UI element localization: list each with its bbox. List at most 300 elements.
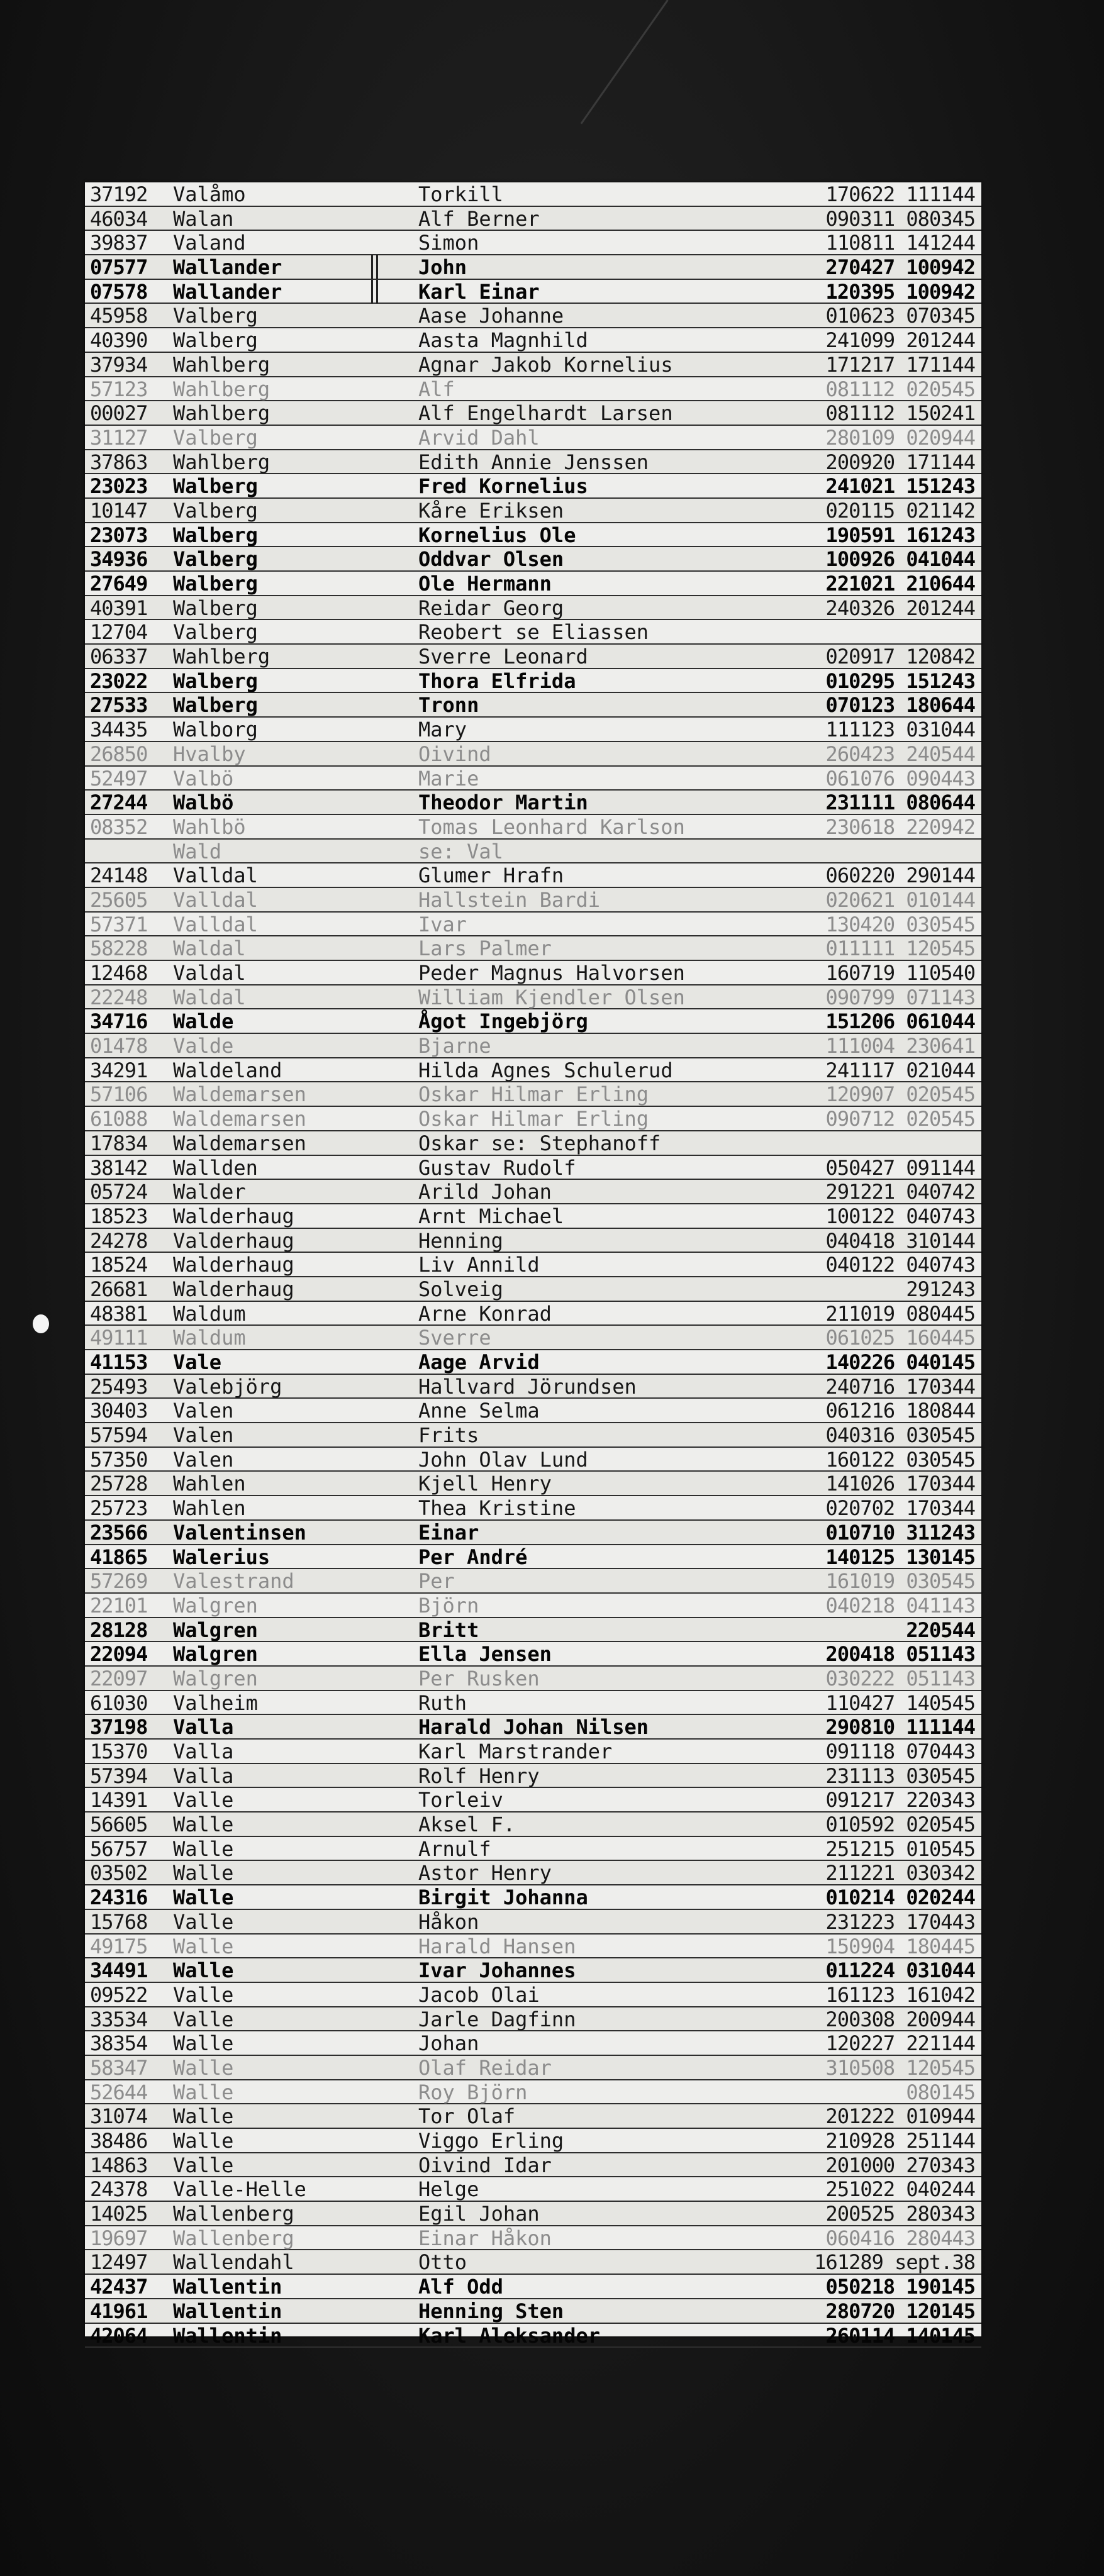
record-number: 24148 xyxy=(90,863,148,888)
record-given-names: Einar Håkon xyxy=(418,2226,552,2250)
record-row xyxy=(85,2275,981,2299)
record-given-names: Hallvard Jörundsen xyxy=(418,1374,637,1399)
record-dates: 201000 270343 xyxy=(825,2153,975,2177)
record-number: 26850 xyxy=(90,741,148,766)
record-dates: 310508 120545 xyxy=(825,2055,975,2080)
record-surname: Valand xyxy=(173,231,246,255)
record-number: 34936 xyxy=(90,547,148,572)
record-surname: Valla xyxy=(173,1715,234,1740)
record-row xyxy=(85,1545,981,1570)
record-given-names: Henning Sten xyxy=(418,2299,564,2323)
record-surname: Valdal xyxy=(173,961,246,985)
record-row xyxy=(85,2202,981,2226)
record-given-names: Britt xyxy=(418,1618,479,1642)
record-given-names: Torleiv xyxy=(418,1788,503,1813)
record-dates: 081112 150241 xyxy=(825,401,975,426)
record-given-names: Oskar se: Stephanoff xyxy=(418,1131,661,1155)
record-dates: 080145 xyxy=(906,2080,975,2104)
record-number: 07578 xyxy=(90,279,148,304)
record-surname: Wahlen xyxy=(173,1496,246,1521)
record-number: 37934 xyxy=(90,352,148,377)
record-number: 26681 xyxy=(90,1277,148,1301)
record-row xyxy=(85,1618,981,1643)
record-surname: Walle xyxy=(173,1836,234,1861)
record-surname: Valen xyxy=(173,1447,234,1472)
record-given-names: Karl Einar xyxy=(418,279,540,304)
record-surname: Valebjörg xyxy=(173,1374,282,1399)
record-dates: 231111 080644 xyxy=(825,791,975,815)
record-dates: 120395 100942 xyxy=(825,279,975,304)
record-row xyxy=(85,1277,981,1302)
record-surname: Valle-Helle xyxy=(173,2177,306,2202)
record-given-names: Glumer Hrafn xyxy=(418,863,564,888)
record-given-names: Ole Hermann xyxy=(418,572,552,596)
record-dates: 210928 251144 xyxy=(825,2129,975,2153)
record-given-names: Peder Magnus Halvorsen xyxy=(418,961,685,985)
record-row xyxy=(85,840,981,864)
record-dates: 220544 xyxy=(906,1618,975,1642)
record-row xyxy=(85,1861,981,1885)
record-surname: Walle xyxy=(173,2080,234,2104)
record-row xyxy=(85,1813,981,1837)
record-number: 14863 xyxy=(90,2153,148,2177)
record-surname: Walgren xyxy=(173,1618,258,1642)
record-dates: 291221 040742 xyxy=(825,1180,975,1204)
record-row xyxy=(85,1156,981,1180)
record-surname: Valle xyxy=(173,1982,234,2007)
record-given-names: Aasta Magnhild xyxy=(418,328,588,353)
handwritten-double-bar-mark xyxy=(371,280,378,304)
record-dates: 061216 180844 xyxy=(825,1399,975,1423)
record-surname: Walerius xyxy=(173,1545,270,1569)
record-dates: 020115 021142 xyxy=(825,498,975,523)
record-given-names: Otto xyxy=(418,2250,467,2275)
record-surname: Wahlen xyxy=(173,1472,246,1496)
record-number: 28128 xyxy=(90,1618,148,1642)
record-surname: Wahlberg xyxy=(173,401,270,426)
record-row xyxy=(85,304,981,328)
record-dates: 241099 201244 xyxy=(825,328,975,353)
record-row xyxy=(85,936,981,961)
record-number: 19697 xyxy=(90,2226,148,2250)
record-given-names: Oddvar Olsen xyxy=(418,547,564,572)
record-given-names: Per xyxy=(418,1569,455,1594)
record-number: 25723 xyxy=(90,1496,148,1521)
record-dates: 061025 160445 xyxy=(825,1326,975,1350)
record-given-names: Johan xyxy=(418,2031,479,2056)
record-number: 23073 xyxy=(90,523,148,547)
record-number: 08352 xyxy=(90,814,148,839)
record-given-names: Oivind Idar xyxy=(418,2153,552,2177)
record-given-names: Björn xyxy=(418,1593,479,1618)
record-dates: 200525 280343 xyxy=(825,2202,975,2226)
record-row xyxy=(85,450,981,475)
record-surname: Walgren xyxy=(173,1593,258,1618)
record-row xyxy=(85,596,981,621)
record-number: 56605 xyxy=(90,1813,148,1837)
record-row xyxy=(85,2031,981,2056)
record-surname: Walgren xyxy=(173,1666,258,1690)
record-number: 57106 xyxy=(90,1082,148,1107)
record-dates: 110427 140545 xyxy=(825,1690,975,1715)
record-given-names: Roy Björn xyxy=(418,2080,528,2104)
record-surname: Valle xyxy=(173,2153,234,2177)
record-row xyxy=(85,1375,981,1399)
record-row xyxy=(85,1691,981,1716)
record-surname: Walle xyxy=(173,1813,234,1837)
record-row xyxy=(85,1229,981,1253)
record-row xyxy=(85,1667,981,1691)
record-dates: 291243 xyxy=(906,1277,975,1301)
record-surname: Walle xyxy=(173,1934,234,1958)
record-dates: 240716 170344 xyxy=(825,1374,975,1399)
record-surname: Wallander xyxy=(173,279,282,304)
record-number: 38486 xyxy=(90,2129,148,2153)
record-number: 22097 xyxy=(90,1666,148,1690)
record-number: 30403 xyxy=(90,1399,148,1423)
record-number: 57594 xyxy=(90,1423,148,1448)
record-surname: Wahlberg xyxy=(173,377,270,401)
record-surname: Wallden xyxy=(173,1155,258,1180)
record-surname: Walle xyxy=(173,1885,234,1910)
record-dates: 040122 040743 xyxy=(825,1253,975,1277)
record-row xyxy=(85,2299,981,2324)
record-surname: Valldal xyxy=(173,912,258,936)
record-dates: 130420 030545 xyxy=(825,912,975,936)
record-surname: Walbö xyxy=(173,791,234,815)
record-dates: 190591 161243 xyxy=(825,523,975,547)
record-surname: Valen xyxy=(173,1399,234,1423)
record-dates: 030222 051143 xyxy=(825,1666,975,1690)
record-number: 31074 xyxy=(90,2104,148,2129)
record-surname: Walberg xyxy=(173,693,258,718)
record-number: 39837 xyxy=(90,231,148,255)
record-given-names: Karl Marstrander xyxy=(418,1740,613,1763)
record-row xyxy=(85,620,981,645)
record-given-names: Hallstein Bardi xyxy=(418,887,600,912)
dust-speck xyxy=(33,1314,49,1333)
record-row xyxy=(85,1399,981,1423)
record-surname: Valderhaug xyxy=(173,1228,294,1253)
record-given-names: John xyxy=(418,255,467,280)
record-given-names: Hilda Agnes Schulerud xyxy=(418,1058,673,1082)
record-number: 05724 xyxy=(90,1180,148,1204)
record-row xyxy=(85,2153,981,2178)
record-dates: 201222 010944 xyxy=(825,2104,975,2129)
record-given-names: Harald Johan Nilsen xyxy=(418,1715,649,1740)
record-given-names: Aase Johanne xyxy=(418,304,564,328)
record-row xyxy=(85,1326,981,1350)
record-row xyxy=(85,1496,981,1521)
record-row xyxy=(85,1594,981,1618)
record-number: 57394 xyxy=(90,1763,148,1788)
record-given-names: Reobert se Eliassen xyxy=(418,620,649,645)
record-dates: 280720 120145 xyxy=(825,2299,975,2323)
record-number: 06337 xyxy=(90,645,148,669)
record-surname: Valla xyxy=(173,1763,234,1788)
record-surname: Waldeland xyxy=(173,1058,282,1082)
record-surname: Hvalby xyxy=(173,741,246,766)
record-given-names: Alf Berner xyxy=(418,206,540,231)
record-given-names: John Olav Lund xyxy=(418,1447,588,1472)
record-dates: 290810 111144 xyxy=(825,1715,975,1740)
record-row xyxy=(85,961,981,985)
record-given-names: Harald Hansen xyxy=(418,1934,576,1958)
record-number: 01478 xyxy=(90,1034,148,1058)
record-surname: Wald xyxy=(173,839,222,863)
record-number: 18523 xyxy=(90,1204,148,1228)
handwritten-double-bar-mark xyxy=(371,255,378,279)
record-given-names: Theodor Martin xyxy=(418,791,588,815)
record-row xyxy=(85,1058,981,1083)
record-number: 56757 xyxy=(90,1836,148,1861)
record-dates: 060416 280443 xyxy=(825,2226,975,2250)
record-given-names: Mary xyxy=(418,718,467,742)
record-number: 25493 xyxy=(90,1374,148,1399)
record-dates: 140226 040145 xyxy=(825,1350,975,1374)
record-number: 41961 xyxy=(90,2299,148,2323)
record-given-names: Aksel F. xyxy=(418,1813,516,1837)
record-number: 00027 xyxy=(90,401,148,426)
record-surname: Waldal xyxy=(173,936,246,961)
record-given-names: Lars Palmer xyxy=(418,936,552,961)
record-given-names: Oskar Hilmar Erling xyxy=(418,1082,649,1107)
record-row xyxy=(85,1082,981,1107)
record-surname: Wahlberg xyxy=(173,450,270,474)
record-number: 38354 xyxy=(90,2031,148,2056)
record-given-names: Ivar xyxy=(418,912,467,936)
record-number: 23022 xyxy=(90,669,148,693)
record-surname: Walgren xyxy=(173,1642,258,1667)
record-dates: 231223 170443 xyxy=(825,1909,975,1934)
record-number: 27649 xyxy=(90,572,148,596)
record-surname: Walle xyxy=(173,1861,234,1885)
record-surname: Vale xyxy=(173,1350,222,1374)
record-given-names: Sverre xyxy=(418,1326,491,1350)
record-number: 41865 xyxy=(90,1545,148,1569)
record-row xyxy=(85,1569,981,1594)
record-dates: 111123 031044 xyxy=(825,718,975,742)
record-number: 25605 xyxy=(90,887,148,912)
record-given-names: Helge xyxy=(418,2177,479,2202)
record-dates: 040316 030545 xyxy=(825,1423,975,1448)
record-row xyxy=(85,1350,981,1375)
record-dates: 050218 190145 xyxy=(825,2275,975,2299)
record-number: 52497 xyxy=(90,766,148,791)
record-dates: 150904 180445 xyxy=(825,1934,975,1958)
record-surname: Wallendahl xyxy=(173,2250,294,2275)
record-number: 27244 xyxy=(90,791,148,815)
record-row xyxy=(85,1423,981,1448)
record-number: 34291 xyxy=(90,1058,148,1082)
record-given-names: Solveig xyxy=(418,1277,503,1301)
record-dates: 100926 041044 xyxy=(825,547,975,572)
record-given-names: Thea Kristine xyxy=(418,1496,576,1521)
record-number: 18524 xyxy=(90,1253,148,1277)
record-row xyxy=(85,1521,981,1545)
record-row xyxy=(85,1034,981,1058)
record-number: 12497 xyxy=(90,2250,148,2275)
record-row xyxy=(85,1764,981,1789)
record-dates: 110811 141244 xyxy=(825,231,975,255)
record-given-names: Kornelius Ole xyxy=(418,523,576,547)
record-row xyxy=(85,182,981,207)
record-surname: Walle xyxy=(173,2031,234,2056)
record-row xyxy=(85,1885,981,1910)
record-given-names: Gustav Rudolf xyxy=(418,1155,576,1180)
record-number: 15370 xyxy=(90,1740,148,1763)
record-surname: Valle xyxy=(173,1909,234,1934)
record-dates: 010592 020545 xyxy=(825,1813,975,1837)
record-number: 09522 xyxy=(90,1982,148,2007)
record-surname: Walberg xyxy=(173,572,258,596)
record-number: 23566 xyxy=(90,1520,148,1545)
record-dates: 011224 031044 xyxy=(825,1958,975,1983)
record-row xyxy=(85,863,981,888)
record-number: 41153 xyxy=(90,1350,148,1374)
record-dates: 061076 090443 xyxy=(825,766,975,791)
record-row xyxy=(85,1837,981,1862)
record-row xyxy=(85,815,981,840)
record-dates: 091217 220343 xyxy=(825,1788,975,1813)
record-dates: 200920 171144 xyxy=(825,450,975,474)
record-row xyxy=(85,2226,981,2251)
record-surname: Waldemarsen xyxy=(173,1082,306,1107)
record-row xyxy=(85,1107,981,1131)
record-surname: Valentinsen xyxy=(173,1520,306,1545)
record-surname: Waldum xyxy=(173,1301,246,1326)
record-row xyxy=(85,888,981,913)
record-given-names: Arvid Dahl xyxy=(418,425,540,450)
record-row xyxy=(85,255,981,280)
record-number: 34716 xyxy=(90,1009,148,1034)
record-surname: Walborg xyxy=(173,718,258,742)
record-dates: 170622 111144 xyxy=(825,182,975,206)
record-given-names: Ruth xyxy=(418,1690,467,1715)
record-surname: Wallenberg xyxy=(173,2226,294,2250)
record-row xyxy=(85,572,981,596)
record-dates: 010623 070345 xyxy=(825,304,975,328)
record-number: 24378 xyxy=(90,2177,148,2202)
record-given-names: Ågot Ingebjörg xyxy=(418,1009,588,1034)
record-number: 15768 xyxy=(90,1909,148,1934)
record-number: 17834 xyxy=(90,1131,148,1155)
record-row xyxy=(85,1740,981,1764)
record-surname: Walder xyxy=(173,1180,246,1204)
record-dates: 141026 170344 xyxy=(825,1472,975,1496)
record-given-names: Oskar Hilmar Erling xyxy=(418,1107,649,1131)
record-surname: Valberg xyxy=(173,425,258,450)
record-dates: 171217 171144 xyxy=(825,352,975,377)
record-number: 37198 xyxy=(90,1715,148,1740)
record-row xyxy=(85,1983,981,2007)
record-dates: 091118 070443 xyxy=(825,1740,975,1763)
record-surname: Valen xyxy=(173,1423,234,1448)
record-row xyxy=(85,499,981,523)
record-given-names: Oivind xyxy=(418,741,491,766)
record-surname: Valberg xyxy=(173,547,258,572)
record-given-names: Thora Elfrida xyxy=(418,669,576,693)
record-number: 61030 xyxy=(90,1690,148,1715)
record-surname: Walle xyxy=(173,2104,234,2129)
record-row xyxy=(85,2056,981,2080)
record-row xyxy=(85,1204,981,1229)
record-surname: Walderhaug xyxy=(173,1253,294,1277)
record-number: 34491 xyxy=(90,1958,148,1983)
record-number: 61088 xyxy=(90,1107,148,1131)
record-row xyxy=(85,645,981,669)
record-dates: 270427 100942 xyxy=(825,255,975,280)
record-given-names: Arild Johan xyxy=(418,1180,552,1204)
record-dates: 010214 020244 xyxy=(825,1885,975,1910)
record-dates: 100122 040743 xyxy=(825,1204,975,1228)
record-number: 27533 xyxy=(90,693,148,718)
record-given-names: Tor Olaf xyxy=(418,2104,516,2129)
record-row xyxy=(85,2129,981,2153)
record-surname: Waldemarsen xyxy=(173,1107,306,1131)
record-row xyxy=(85,426,981,450)
record-given-names: se: Val xyxy=(418,839,503,863)
record-row xyxy=(85,231,981,255)
record-number: 22094 xyxy=(90,1642,148,1667)
record-given-names: Rolf Henry xyxy=(418,1763,540,1788)
record-number: 57269 xyxy=(90,1569,148,1594)
record-number: 33534 xyxy=(90,2007,148,2031)
record-row xyxy=(85,280,981,304)
record-number: 57350 xyxy=(90,1447,148,1472)
record-given-names: Kåre Eriksen xyxy=(418,498,564,523)
record-number: 25728 xyxy=(90,1472,148,1496)
record-surname: Valldal xyxy=(173,887,258,912)
record-given-names: Anne Selma xyxy=(418,1399,540,1423)
record-surname: Wallenberg xyxy=(173,2202,294,2226)
record-row xyxy=(85,1642,981,1667)
record-surname: Wahlberg xyxy=(173,352,270,377)
record-row xyxy=(85,791,981,815)
record-given-names: Kjell Henry xyxy=(418,1472,552,1496)
record-list xyxy=(85,182,981,2348)
record-number: 07577 xyxy=(90,255,148,280)
record-row xyxy=(85,377,981,402)
record-number: 42437 xyxy=(90,2275,148,2299)
record-row xyxy=(85,1302,981,1326)
record-surname: Wahlberg xyxy=(173,645,270,669)
record-number: 42064 xyxy=(90,2323,148,2348)
record-number: 37192 xyxy=(90,182,148,206)
record-surname: Walberg xyxy=(173,523,258,547)
record-surname: Valbö xyxy=(173,766,234,791)
record-surname: Valla xyxy=(173,1740,234,1763)
record-given-names: Reidar Georg xyxy=(418,596,564,620)
record-dates: 161123 161042 xyxy=(825,1982,975,2007)
record-dates: 260114 140145 xyxy=(825,2323,975,2348)
record-surname: Wallentin xyxy=(173,2299,282,2323)
record-number: 45958 xyxy=(90,304,148,328)
record-dates: 120227 221144 xyxy=(825,2031,975,2056)
record-number: 57371 xyxy=(90,912,148,936)
record-surname: Walderhaug xyxy=(173,1277,294,1301)
record-row xyxy=(85,1935,981,1959)
record-dates: 241117 021044 xyxy=(825,1058,975,1082)
record-number: 23023 xyxy=(90,474,148,499)
record-given-names: Håkon xyxy=(418,1909,479,1934)
record-dates: 090311 080345 xyxy=(825,206,975,231)
record-number: 49175 xyxy=(90,1934,148,1958)
record-row xyxy=(85,547,981,572)
record-given-names: Henning xyxy=(418,1228,503,1253)
record-given-names: Bjarne xyxy=(418,1034,491,1058)
record-dates: 040418 310144 xyxy=(825,1228,975,1253)
